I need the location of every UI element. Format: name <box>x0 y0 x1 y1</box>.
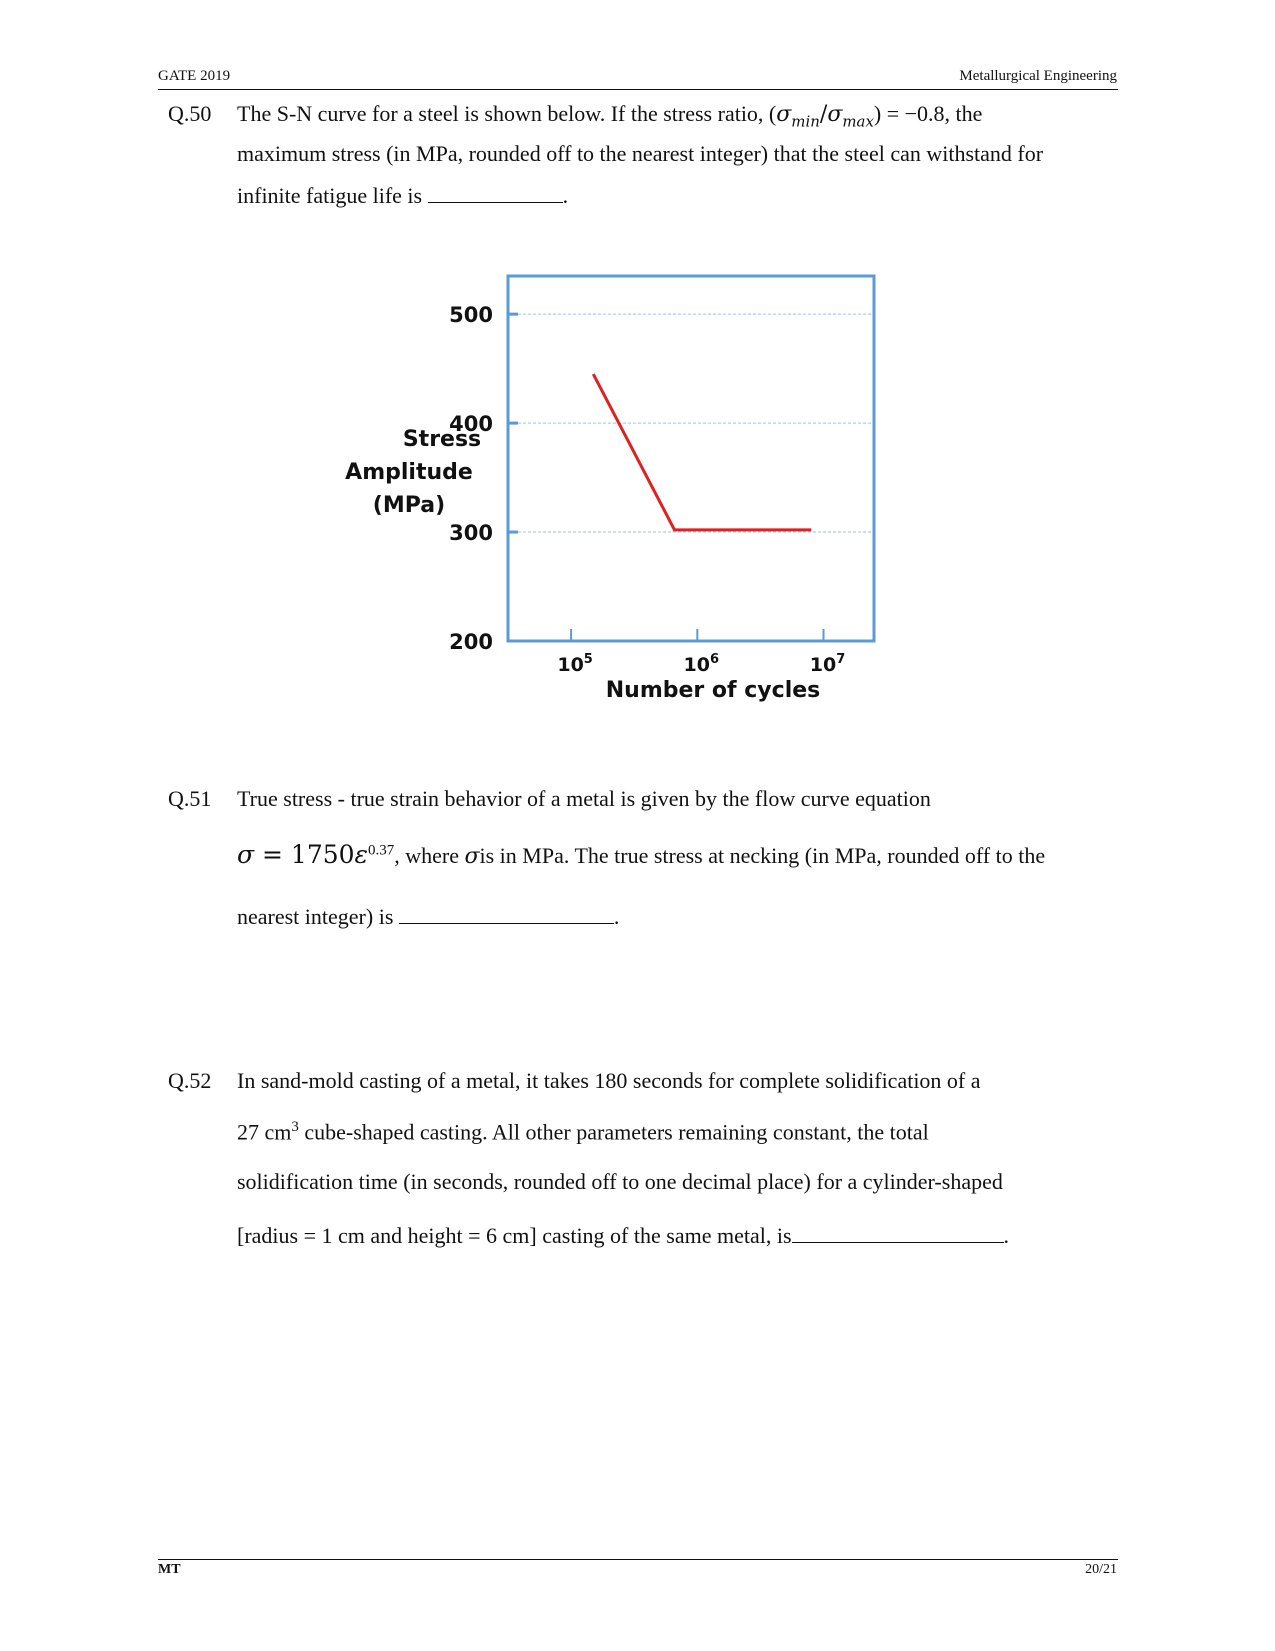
y-tick-label: 500 <box>449 303 493 328</box>
answer-blank[interactable] <box>399 900 614 924</box>
x-axis-label: Number of cycles <box>605 678 821 703</box>
footer-page-number: 20/21 <box>1085 1562 1117 1577</box>
footer-divider <box>158 1559 1118 1560</box>
y-axis-label-line-1: Stress <box>402 427 482 452</box>
x-tick-exponent: 7 <box>836 652 846 667</box>
header-exam-title: GATE 2019 <box>158 68 231 84</box>
y-tick-label: 400 <box>449 412 493 437</box>
question-52-line-4 <box>237 1219 1009 1249</box>
q51-period: . <box>613 904 620 930</box>
answer-blank[interactable] <box>428 179 563 203</box>
eq-exponent: 0.37 <box>367 842 395 859</box>
q52-volume: 27 cm <box>237 1119 292 1145</box>
question-51-line-2 <box>237 840 1045 869</box>
q51-line2-rest: is in MPa. The true stress at necking (in MPa, rounded off to the <box>479 843 1046 868</box>
question-52-line-3: solidification time (in seconds, rounded off to one decimal place) for a cylinder-shaped <box>237 1169 1003 1194</box>
eq-sigma: σ <box>237 840 255 869</box>
question-50-number: Q.50 <box>168 101 212 126</box>
x-tick-label: $10^5$ <box>557 652 593 676</box>
answer-blank[interactable] <box>792 1219 1004 1243</box>
q52-period: . <box>1003 1223 1010 1249</box>
eq-equals-coefficient: = 1750 <box>254 840 355 869</box>
x-tick-exponent: 6 <box>710 652 720 667</box>
q52-cubed: 3 <box>291 1119 299 1135</box>
eq-epsilon: ε <box>354 840 368 869</box>
q50-line3-text: infinite fatigue life is <box>237 183 423 209</box>
q50-text-a: The S-N curve for a steel is shown below. If the stress ratio, ( <box>237 101 777 126</box>
question-51-number: Q.51 <box>168 786 212 811</box>
q50-sub-min: min <box>791 112 820 131</box>
footer-paper-code: MT <box>158 1562 181 1577</box>
x-tick-label: $10^7$ <box>809 652 846 676</box>
sn-curve-line <box>593 374 811 530</box>
question-50-line-3 <box>237 179 568 209</box>
x-tick-exponent: 5 <box>583 652 593 667</box>
q50-sigma-min: σ <box>776 102 792 127</box>
q51-line3-text: nearest integer) is <box>237 904 394 930</box>
plot-frame <box>508 276 874 641</box>
y-tick-label: 200 <box>449 630 493 654</box>
q51-sigma: σ <box>464 844 480 869</box>
question-52-number: Q.52 <box>168 1068 212 1093</box>
question-51-line-1: True stress - true strain behavior of a metal is given by the flow curve equation <box>237 786 931 811</box>
q51-where: , where <box>394 843 465 868</box>
y-axis-label-line-3: (MPa) <box>372 493 446 518</box>
q50-period: . <box>562 183 569 209</box>
q52-line4-text: [radius = 1 cm and height = 6 cm] casting of the same metal, is <box>237 1223 792 1249</box>
header-divider <box>158 89 1118 90</box>
x-tick-label: $10^6$ <box>683 652 720 676</box>
question-52-line-1: In sand-mold casting of a metal, it takes 180 seconds for complete solidification of a <box>237 1068 981 1093</box>
q50-sigma-max: σ <box>827 102 843 127</box>
question-51-line-3 <box>237 900 619 930</box>
header-subject: Metallurgical Engineering <box>959 68 1117 84</box>
q50-text-b: ) = −0.8, the <box>873 101 983 126</box>
sn-curve-chart <box>340 270 900 720</box>
question-52-line-2 <box>237 1119 929 1145</box>
question-50-line-2: maximum stress (in MPa, rounded off to the nearest integer) that the steel can withstand for <box>237 141 1044 166</box>
q52-line2-rest: cube-shaped casting. All other parameters remaining constant, the total <box>298 1119 929 1145</box>
q50-sub-max: max <box>842 112 874 131</box>
y-tick-label: 300 <box>449 521 493 546</box>
question-50-line-1 <box>237 101 982 130</box>
q50-slash: / <box>819 102 828 127</box>
y-axis-label-line-2: Amplitude <box>345 460 473 485</box>
